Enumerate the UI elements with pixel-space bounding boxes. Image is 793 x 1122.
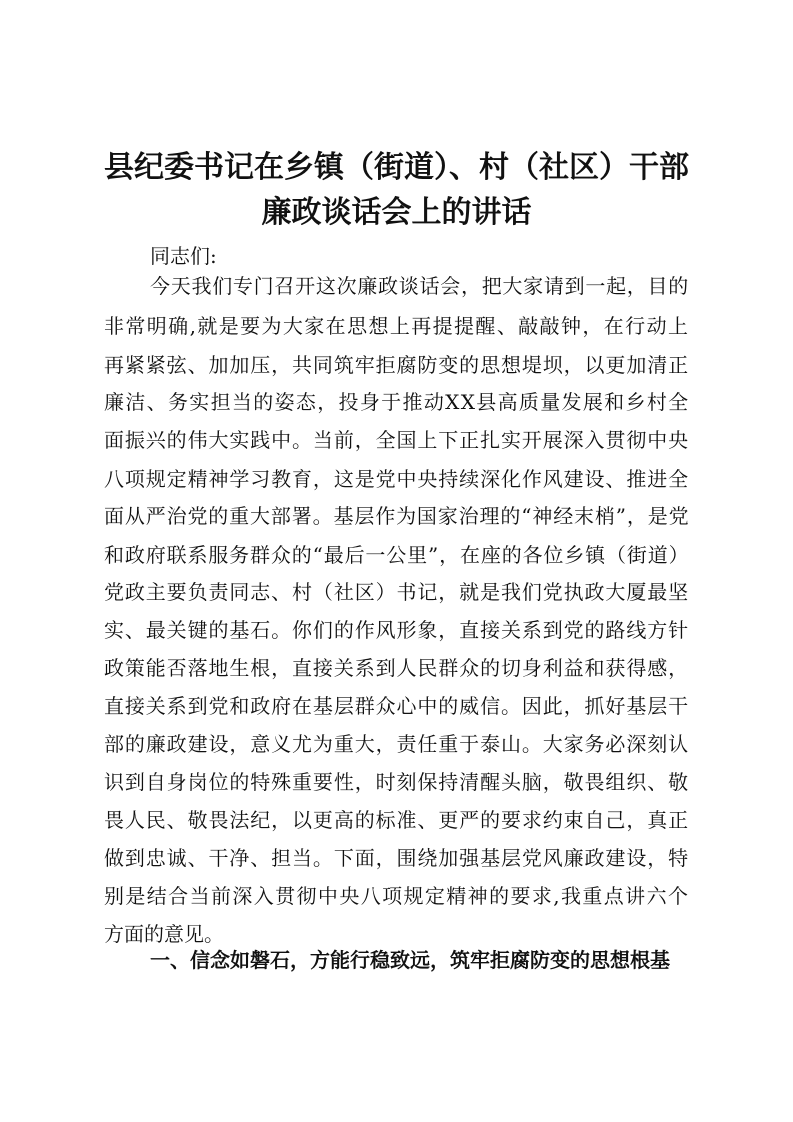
paragraph-line: 部的廉政建设，意义尤为重大，责任重于泰山。大家务必深刻认 (104, 732, 690, 756)
paragraph-line: 畏人民、敬畏法纪，以更高的标准、更严的要求约束自己，真正 (104, 808, 690, 832)
greeting: 同志们: (150, 244, 217, 268)
paragraph-line: 识到自身岗位的特殊重要性，时刻保持清醒头脑，敬畏组织、敬 (104, 770, 690, 794)
paragraph-line: 非常明确,就是要为大家在思想上再提提醒、敲敲钟，在行动上 (104, 314, 690, 338)
paragraph-line: 别是结合当前深入贯彻中央八项规定精神的要求,我重点讲六个 (104, 884, 690, 908)
paragraph-line: 廉洁、务实担当的姿态，投身于推动XX县高质量发展和乡村全 (104, 390, 690, 414)
document-title-line-2: 廉政谈话会上的讲话 (261, 195, 532, 230)
paragraph-line: 再紧紧弦、加加压，共同筑牢拒腐防变的思想堤坝，以更加清正 (104, 353, 690, 377)
document-title-line-1: 县纪委书记在乡镇（街道）、村（社区）干部 (104, 150, 689, 185)
paragraph-line: 直接关系到党和政府在基层群众心中的威信。因此，抓好基层干 (104, 694, 690, 718)
paragraph-line: 今天我们专门召开这次廉政谈话会，把大家请到一起，目的 (150, 274, 690, 298)
paragraph-line: 八项规定精神学习教育，这是党中央持续深化作风建设、推进全 (104, 467, 690, 491)
paragraph-line: 党政主要负责同志、村（社区）书记，就是我们党执政大厦最坚 (104, 580, 690, 604)
paragraph-line: 和政府联系服务群众的“最后一公里”，在座的各位乡镇（街道） (104, 543, 690, 567)
paragraph-line: 面振兴的伟大实践中。当前，全国上下正扎实开展深入贯彻中央 (104, 428, 690, 452)
paragraph-line: 政策能否落地生根，直接关系到人民群众的切身利益和获得感， (104, 656, 690, 680)
paragraph-line: 方面的意见。 (104, 922, 224, 946)
paragraph-line: 实、最关键的基石。你们的作风形象，直接关系到党的路线方针 (104, 618, 690, 642)
section-heading-1: 一、信念如磐石，方能行稳致远，筑牢拒腐防变的思想根基 (150, 948, 670, 972)
paragraph-line: 面从严治党的重大部署。基层作为国家治理的“神经末梢”，是党 (104, 504, 690, 528)
paragraph-line: 做到忠诚、干净、担当。下面，围绕加强基层党风廉政建设，特 (104, 846, 690, 870)
